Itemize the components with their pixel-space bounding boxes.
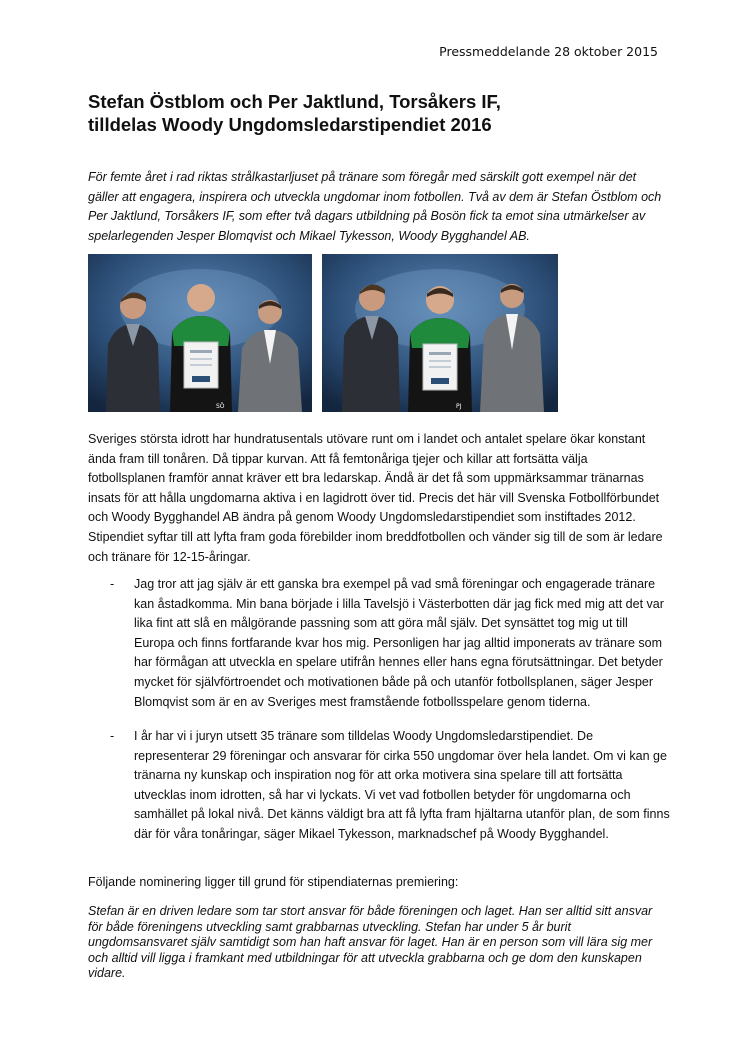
- quote-dash: -: [110, 729, 115, 743]
- nomination-text: Stefan är en driven ledare som tar stort ansvar för både föreningen och laget. Han ser alltid sitt ansvar för både föreningens utveckling samt grabbarnas utveckling. Stefan har under 5 år burit ungdomsansvaret själv samtidigt som han haft ansvar för laget. Han är en person som vill lära sig mer och alltid vill ligga i framkant med utbildningar för att utveckla grabbarna och ge dom den kunskapen vidare.: [88, 904, 653, 980]
- award-photo-1: [88, 254, 312, 412]
- award-photo-2: [322, 254, 558, 412]
- lead-paragraph: För femte året i rad riktas strålkastarljuset på tränare som föregår med särskilt gott exempel när det gäller att engagera, inspirera och utveckla ungdomar inom fotbollen. Två av dem är Stefan Östblom och Per Jaktlund, Torsåkers IF, som efter två dagars utbildning på Bosön fick ta emot sina utmärkelser av spelarlegenden Jesper Blomqvist och Mikael Tykesson, Woody Bygghandel AB.: [88, 170, 662, 243]
- quote-dash: -: [110, 577, 115, 591]
- shirt-initials-1: SÖ: [216, 403, 225, 410]
- quote-text: Jag tror att jag själv är ett ganska bra exempel på vad små föreningar och engagerade tränare kan åstadkomma. Min bana började i lilla Tavelsjö i Västerbotten där jag fick med mig att det var lika fint att slå en målgörande passning som att göra mål själv. Det synsättet tog mig ut till Europa och finns fortfarande kvar hos mig. Personligen har jag alltid imponerats av tränare som har förmågan att utveckla en spelare utifrån hennes eller hans egna förutsättningar. Det betyder mycket för självförtroendet och motivationen både på och utanför fotbollsplanen, säger Jesper Blomqvist som är en av Sveriges mest framstående fotbollsspelare genom tiderna.: [134, 577, 664, 709]
- headline-line-2: tilldelas Woody Ungdomsledarstipendiet 2016: [88, 114, 492, 135]
- award-photo-2-image: [322, 254, 558, 412]
- shirt-initials-2: PJ: [456, 403, 462, 410]
- body-paragraph: Sveriges största idrott har hundratusentals utövare runt om i landet och antalet spelare ökar konstant ända fram till tonåren. Då tippar kurvan. Att få femtonåriga tjejer och killar att fortsätta välja fotbollsplanen framför annat kräver ett bra ledarskap. Ändå är det få som uppmärksammar tränarnas insats för att hålla ungdomarna aktiva i en lagidrott över tid. Precis det här vill Svenska Fotbollförbundet och Woody Bygghandel AB ändra på genom Woody Ungdomsledarstipendiet som instiftades 2012. Stipendiet syftar till att lyfta fram goda förebilder inom breddfotbollen och vänder sig till de som är ledare och tränare för 12-15-åringar.: [88, 432, 663, 564]
- headline: [88, 90, 668, 136]
- nomination-intro: Följande nominering ligger till grund för stipendiaternas premiering:: [88, 875, 459, 889]
- headline-line-1: Stefan Östblom och Per Jaktlund, Torsåkers IF,: [88, 91, 501, 112]
- quote-jesper-blomqvist: [110, 575, 670, 712]
- press-release-date: Pressmeddelande 28 oktober 2015: [439, 44, 658, 59]
- quote-mikael-tykesson: [110, 727, 670, 845]
- quote-text: I år har vi i juryn utsett 35 tränare som tilldelas Woody Ungdomsledarstipendiet. De representerar 29 föreningar och ansvarar för cirka 550 ungdomar över hela landet. Om vi kan ge tränarna ny kunskap och inspiration nog för att orka motivera sina spelare till att fortsätta utvecklas inom idrotten, så har vi lyckats. Vi vet vad fotbollen betyder för ungdomarna och samhället på lokal nivå. Det känns väldigt bra att få lyfta fram hjältarna utanför plan, de som finns där för våra tonåringar, säger Mikael Tykesson, marknadschef på Woody Bygghandel.: [134, 729, 670, 841]
- award-photo-1-image: [88, 254, 312, 412]
